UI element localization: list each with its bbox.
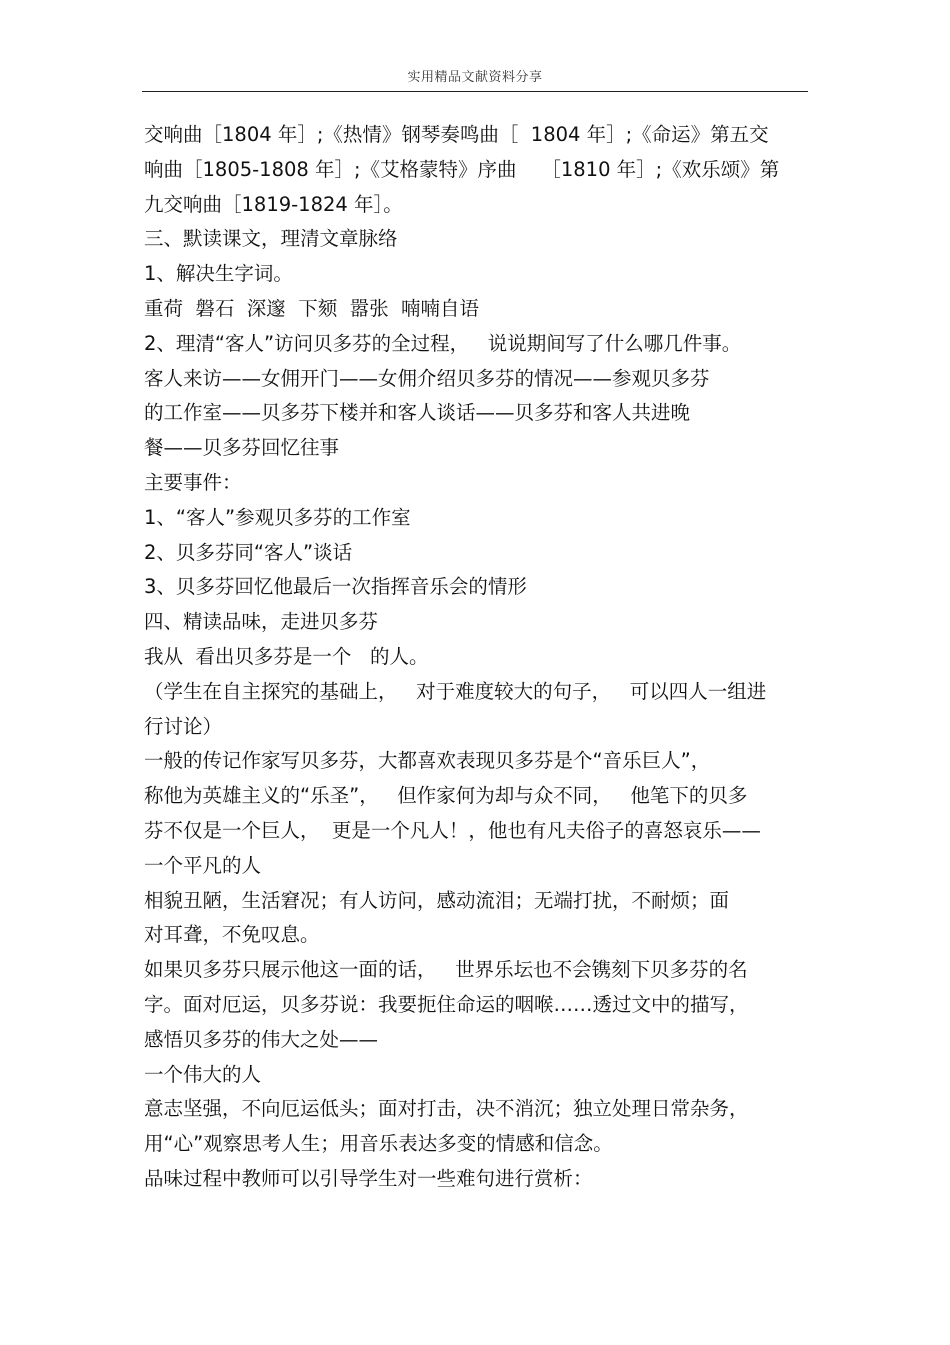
header-divider [142, 91, 808, 92]
text-line: 一般的传记作家写贝多芬，大都喜欢表现贝多芬是个“音乐巨人”， [144, 749, 711, 773]
text-line: 1、解决生字词。 [144, 262, 293, 286]
text-line: 对耳聋，不免叹息。 [144, 923, 320, 947]
text-line: 交响曲［1804 年］;《热情》钢琴奏鸣曲［ 1804 年］;《命运》第五交 [144, 123, 769, 146]
text-line: 感悟贝多芬的伟大之处—— [144, 1027, 379, 1051]
section-heading: 四、精读品味，走进贝多芬 [144, 610, 379, 634]
text-line: 如果贝多芬只展示他这一面的话， 世界乐坛也不会镌刻下贝多芬的名 [144, 958, 748, 982]
page-header-title: 实用精品文献资料分享 [407, 70, 543, 85]
text-line: 响曲［1805-1808 年］;《艾格蒙特》序曲 ［1810 年］;《欢乐颂》第 [144, 157, 780, 181]
text-line: 一个平凡的人 [144, 853, 262, 877]
text-line: 品味过程中教师可以引导学生对一些难句进行赏析： [144, 1166, 593, 1190]
text-line: 的工作室——贝多芬下楼并和客人谈话——贝多芬和客人共进晚 [144, 401, 691, 425]
document-body [144, 118, 808, 1197]
text-line: （学生在自主探究的基础上， 对于难度较大的句子， 可以四人一组进 [144, 679, 767, 703]
text-line: 客人来访——女佣开门——女佣介绍贝多芬的情况——参观贝多芬 [144, 366, 710, 390]
text-line: 用“心”观察思考人生；用音乐表达多变的情感和信念。 [144, 1132, 613, 1156]
text-line: 一个伟大的人 [144, 1062, 262, 1086]
list-item: 2、贝多芬同“客人”谈话 [144, 540, 353, 564]
text-line: 字。面对厄运，贝多芬说：我要扼住命运的咽喉……透过文中的描写， [144, 992, 749, 1016]
section-heading: 三、默读课文，理清文章脉络 [144, 227, 398, 251]
text-line: 九交响曲［1819-1824 年］。 [144, 192, 403, 216]
text-line: 我从 看出贝多芬是一个 的人。 [144, 644, 429, 668]
text-line: 芬不仅是一个巨人， 更是一个凡人！，他也有凡夫俗子的喜怒哀乐—— [144, 818, 761, 842]
text-line: 2、理清“客人”访问贝多芬的全过程， 说说期间写了什么哪几件事。 [144, 331, 742, 355]
list-item: 1、“客人”参观贝多芬的工作室 [144, 505, 411, 529]
text-line: 餐——贝多芬回忆往事 [144, 436, 340, 460]
text-line: 相貌丑陋，生活窘况；有人访问，感动流泪；无端打扰，不耐烦；面 [144, 888, 730, 912]
text-line: 称他为英雄主义的“乐圣”， 但作家何为却与众不同， 他笔下的贝多 [144, 784, 748, 808]
text-line: 行讨论） [144, 714, 223, 738]
text-line: 意志坚强，不向厄运低头；面对打击，决不消沉；独立处理日常杂务， [144, 1097, 749, 1121]
list-item: 3、贝多芬回忆他最后一次指挥音乐会的情形 [144, 575, 527, 599]
text-line: 主要事件： [144, 470, 242, 494]
vocabulary-list: 重荷 磐石 深邃 下颏 嚣张 喃喃自语 [144, 296, 479, 320]
